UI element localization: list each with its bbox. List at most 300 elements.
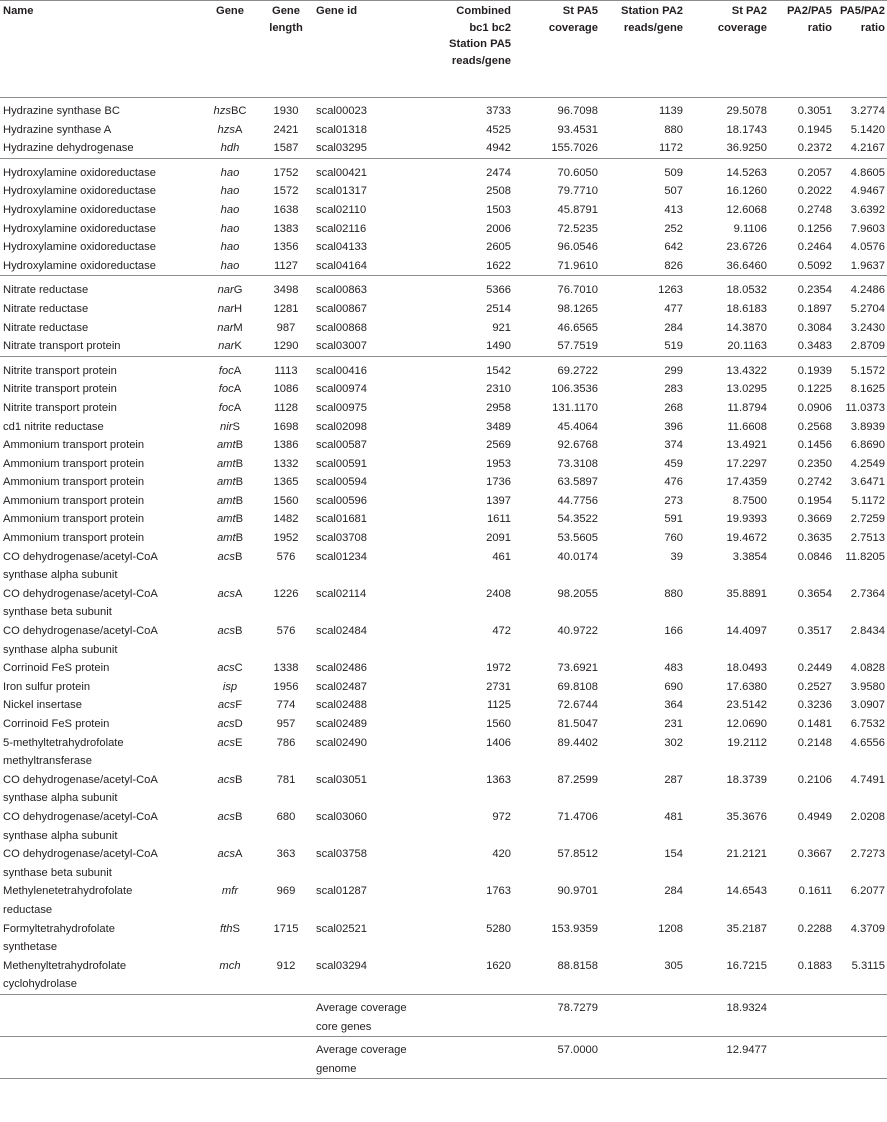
gene-id-cell <box>312 257 430 276</box>
gene-length: 1338 <box>273 662 299 675</box>
gene-symbol-italic: foc <box>218 401 234 414</box>
gene-length: 576 <box>276 550 296 563</box>
pa5-pa2-ratio: 1.9637 <box>850 259 885 272</box>
table-row <box>0 510 887 529</box>
gene-length: 2421 <box>273 123 299 136</box>
gene-symbol-italic: acs <box>217 718 235 730</box>
gene-symbol-italic: fth <box>220 922 233 935</box>
pa5-coverage-cell <box>517 220 602 239</box>
gene-symbol-cell <box>200 920 260 957</box>
pa5-reads: 2514 <box>486 302 511 315</box>
gene-symbol-cell <box>200 121 260 140</box>
pa5-reads: 4942 <box>486 142 511 155</box>
pa5-coverage: 46.6565 <box>557 321 598 334</box>
gene-symbol-suffix: B <box>234 810 243 823</box>
table-row <box>0 529 887 548</box>
pa2-pa5-ratio: 0.1883 <box>797 959 832 972</box>
pa5-reads: 5280 <box>486 922 511 935</box>
pa5-coverage-cell <box>517 622 602 659</box>
pa5-pa2-ratio: 4.9467 <box>850 185 885 198</box>
pa2-pa5-ratio: 0.2022 <box>797 185 832 198</box>
pa2-pa5-ratio: 0.2464 <box>797 241 832 254</box>
table-row <box>0 418 887 437</box>
pa5-pa2-ratio-cell <box>835 957 887 995</box>
gene-name-cell <box>0 622 200 659</box>
pa5-coverage-cell <box>517 473 602 492</box>
pa2-reads-cell <box>602 257 689 276</box>
pa5-coverage-cell <box>517 696 602 715</box>
pa2-pa5-ratio: 0.3667 <box>797 848 832 861</box>
pa2-reads-cell <box>602 399 689 418</box>
pa2-coverage: 29.5078 <box>726 105 767 117</box>
pa5-pa2-ratio: 2.0208 <box>850 810 885 823</box>
table-row <box>0 399 887 418</box>
pa5-pa2-ratio-cell <box>835 337 887 356</box>
pa2-coverage-cell <box>689 659 771 678</box>
gene-name-cell <box>0 158 200 182</box>
pa5-pa2-ratio-cell <box>835 510 887 529</box>
gene-length: 1127 <box>273 259 299 272</box>
gene-name: Ammonium transport protein <box>3 476 145 489</box>
gene-name-cell <box>0 319 200 338</box>
pa5-reads: 2091 <box>486 532 511 545</box>
gene-name: Nitrite transport protein <box>3 383 117 396</box>
pa5-coverage-cell <box>517 399 602 418</box>
pa2-pa5-ratio-cell <box>771 882 835 919</box>
pa5-reads: 420 <box>492 848 511 861</box>
pa5-reads-cell <box>430 319 517 338</box>
pa5-pa2-ratio-cell <box>835 715 887 734</box>
gene-symbol-italic: mch <box>219 959 241 972</box>
pa2-coverage-cell <box>689 139 771 158</box>
pa2-coverage: 13.4322 <box>726 364 767 377</box>
gene-id-cell <box>312 585 430 622</box>
pa2-coverage: 17.4359 <box>726 476 767 489</box>
pa2-pa5-ratio: 0.2148 <box>797 736 832 749</box>
pa5-reads-cell <box>430 257 517 276</box>
gene-id: scal01287 <box>316 885 368 898</box>
pa5-coverage: 69.2722 <box>557 364 598 377</box>
pa5-coverage: 63.5897 <box>557 476 598 489</box>
pa5-reads-cell <box>430 220 517 239</box>
gene-id: scal00974 <box>316 383 368 396</box>
gene-symbol-cell <box>200 845 260 882</box>
gene-length-cell <box>260 492 312 511</box>
pa5-reads-cell <box>430 585 517 622</box>
pa5-coverage-cell <box>517 957 602 995</box>
pa2-reads: 1139 <box>658 105 683 117</box>
gene-name-cell <box>0 510 200 529</box>
pa2-pa5-ratio-cell <box>771 473 835 492</box>
pa5-pa2-ratio: 4.6556 <box>850 736 885 749</box>
pa2-coverage: 8.7500 <box>732 494 767 507</box>
pa5-coverage-cell <box>517 418 602 437</box>
pa5-coverage-cell <box>517 121 602 140</box>
summary-label-cell <box>312 994 430 1036</box>
gene-symbol-suffix: G <box>233 284 243 297</box>
table-row <box>0 659 887 678</box>
pa5-coverage: 70.6050 <box>557 166 598 179</box>
pa5-reads-cell <box>430 529 517 548</box>
pa5-reads: 1125 <box>486 699 511 712</box>
pa2-reads-cell <box>602 529 689 548</box>
pa5-pa2-ratio-cell <box>835 276 887 300</box>
gene-symbol-italic: amt <box>216 532 236 545</box>
pa5-coverage: 71.4706 <box>557 810 598 823</box>
gene-symbol-cell <box>200 510 260 529</box>
pa5-reads: 461 <box>492 550 511 563</box>
pa2-pa5-ratio: 0.1897 <box>797 302 832 315</box>
pa2-pa5-ratio: 0.2568 <box>797 420 832 433</box>
gene-length-cell <box>260 957 312 995</box>
gene-name-continued: synthase alpha subunit <box>3 643 118 656</box>
gene-symbol-suffix: A <box>234 587 243 600</box>
pa5-pa2-ratio-cell <box>835 418 887 437</box>
pa5-pa2-ratio-cell <box>835 98 887 121</box>
gene-id: scal04164 <box>316 259 368 272</box>
gene-symbol-italic: amt <box>216 494 236 507</box>
pa5-coverage-cell <box>517 715 602 734</box>
pa5-coverage: 45.4064 <box>557 420 598 433</box>
gene-id-cell <box>312 399 430 418</box>
gene-symbol-suffix: A <box>233 401 242 414</box>
pa5-reads: 4525 <box>486 123 511 136</box>
gene-id-cell <box>312 337 430 356</box>
gene-length-cell <box>260 158 312 182</box>
gene-symbol-cell <box>200 585 260 622</box>
gene-name-cell <box>0 548 200 585</box>
pa2-coverage: 35.3676 <box>726 810 767 823</box>
gene-id-cell <box>312 473 430 492</box>
pa2-coverage: 11.8794 <box>727 401 767 414</box>
gene-name-cell <box>0 220 200 239</box>
gene-symbol-italic: foc <box>218 383 234 396</box>
pa5-pa2-ratio-cell <box>835 529 887 548</box>
pa2-pa5-ratio: 0.2057 <box>797 166 832 179</box>
pa2-reads: 284 <box>664 321 683 334</box>
gene-length-cell <box>260 845 312 882</box>
summary-label: Average coverage <box>316 1044 407 1057</box>
pa5-pa2-ratio: 4.0828 <box>850 662 885 675</box>
gene-id-cell <box>312 238 430 257</box>
gene-name: Hydrazine dehydrogenase <box>3 142 134 155</box>
gene-symbol-italic: amt <box>216 439 236 452</box>
gene-id: scal01317 <box>316 185 368 198</box>
gene-id: scal02489 <box>316 718 368 730</box>
table-row <box>0 98 887 121</box>
pa5-reads: 472 <box>492 625 511 638</box>
gene-length-cell <box>260 585 312 622</box>
pa2-coverage-cell <box>689 238 771 257</box>
pa5-pa2-ratio-cell <box>835 659 887 678</box>
pa2-coverage: 18.3739 <box>726 773 767 786</box>
pa2-pa5-ratio: 0.1945 <box>797 123 832 136</box>
gene-name: Ammonium transport protein <box>3 457 145 470</box>
pa5-coverage: 72.5235 <box>557 222 598 235</box>
gene-id-cell <box>312 510 430 529</box>
gene-symbol-cell <box>200 418 260 437</box>
pa5-pa2-ratio: 2.7513 <box>850 532 885 545</box>
pa2-coverage-cell <box>689 715 771 734</box>
summary-pa2-coverage-cell <box>689 994 771 1036</box>
pa5-coverage: 98.2055 <box>557 587 598 600</box>
pa5-coverage: 96.7098 <box>557 105 598 117</box>
pa2-coverage: 36.9250 <box>726 142 767 155</box>
pa2-coverage: 21.2121 <box>726 848 767 861</box>
pa2-pa5-ratio: 0.2527 <box>797 680 832 693</box>
pa5-reads: 1611 <box>486 513 511 526</box>
summary-pa2-coverage: 18.9324 <box>726 1001 767 1014</box>
pa2-pa5-ratio: 0.4949 <box>797 810 832 823</box>
pa5-coverage: 155.7026 <box>551 142 598 155</box>
pa5-reads: 2958 <box>486 401 511 414</box>
gene-length: 1365 <box>273 476 299 489</box>
gene-length-cell <box>260 455 312 474</box>
pa5-pa2-ratio: 3.0907 <box>850 699 885 712</box>
pa5-coverage: 71.9610 <box>557 259 598 272</box>
pa2-coverage: 17.6380 <box>726 680 767 693</box>
pa2-reads: 364 <box>664 699 683 712</box>
gene-name-cell <box>0 678 200 697</box>
table-row <box>0 238 887 257</box>
pa5-pa2-ratio: 6.2077 <box>850 885 885 898</box>
gene-id: scal00868 <box>316 321 368 334</box>
pa2-pa5-ratio-cell <box>771 455 835 474</box>
pa2-reads: 519 <box>664 340 683 353</box>
gene-id: scal00594 <box>316 476 368 489</box>
gene-id-cell <box>312 121 430 140</box>
pa5-coverage: 76.7010 <box>557 284 598 297</box>
gene-name-cell <box>0 957 200 995</box>
summary-pa5-coverage: 57.0000 <box>557 1044 598 1057</box>
pa2-reads: 268 <box>664 401 683 414</box>
gene-symbol-suffix: S <box>232 420 240 433</box>
table-row <box>0 356 887 380</box>
pa2-pa5-ratio-cell <box>771 548 835 585</box>
table-row <box>0 257 887 276</box>
gene-symbol-suffix: M <box>233 321 243 334</box>
pa2-pa5-ratio-cell <box>771 399 835 418</box>
empty-cell <box>200 994 260 1036</box>
gene-length: 1356 <box>273 241 299 254</box>
pa5-reads-cell <box>430 696 517 715</box>
empty-cell <box>602 994 689 1036</box>
gene-id-cell <box>312 182 430 201</box>
gene-symbol-cell <box>200 696 260 715</box>
col-header-pa5-reads: Combined bc1 bc2 Station PA5 reads/gene <box>430 1 517 98</box>
pa5-pa2-ratio-cell <box>835 622 887 659</box>
gene-symbol-suffix: H <box>234 302 243 315</box>
gene-symbol-italic: acs <box>217 848 235 861</box>
gene-length-cell <box>260 121 312 140</box>
gene-symbol-cell <box>200 808 260 845</box>
pa2-reads: 880 <box>664 123 683 136</box>
pa5-pa2-ratio-cell <box>835 845 887 882</box>
pa2-coverage-cell <box>689 121 771 140</box>
pa5-pa2-ratio: 7.9603 <box>850 222 885 235</box>
gene-symbol-italic: acs <box>217 699 236 712</box>
gene-symbol-italic: hdh <box>220 142 240 155</box>
pa2-reads: 459 <box>664 457 683 470</box>
gene-id-cell <box>312 882 430 919</box>
pa5-pa2-ratio: 4.2167 <box>850 142 885 155</box>
pa5-reads-cell <box>430 771 517 808</box>
gene-name: CO dehydrogenase/acetyl-CoA <box>3 810 158 823</box>
pa5-pa2-ratio: 6.7532 <box>850 718 885 730</box>
gene-length: 1226 <box>273 587 299 600</box>
empty-cell <box>771 1037 835 1079</box>
gene-name: CO dehydrogenase/acetyl-CoA <box>3 625 158 638</box>
gene-name-cell <box>0 356 200 380</box>
pa5-pa2-ratio: 3.6392 <box>850 203 885 216</box>
pa2-reads-cell <box>602 510 689 529</box>
pa5-reads: 972 <box>492 810 511 823</box>
gene-id: scal01681 <box>316 513 368 526</box>
table-row <box>0 920 887 957</box>
gene-symbol-italic: amt <box>216 457 236 470</box>
gene-name: Corrinoid FeS protein <box>3 718 110 730</box>
table-row <box>0 715 887 734</box>
gene-symbol-suffix: B <box>235 494 244 507</box>
gene-length-cell <box>260 659 312 678</box>
gene-name: Nickel insertase <box>3 699 82 712</box>
gene-id-cell <box>312 696 430 715</box>
pa5-pa2-ratio-cell <box>835 319 887 338</box>
pa2-pa5-ratio: 0.2288 <box>797 922 832 935</box>
gene-name: Ammonium transport protein <box>3 494 145 507</box>
pa5-reads: 2408 <box>486 587 511 600</box>
gene-length: 1482 <box>273 513 299 526</box>
pa5-pa2-ratio-cell <box>835 220 887 239</box>
pa2-pa5-ratio-cell <box>771 529 835 548</box>
pa2-reads-cell <box>602 678 689 697</box>
pa5-reads: 2731 <box>486 680 511 693</box>
pa2-reads-cell <box>602 356 689 380</box>
gene-id: scal00587 <box>316 439 368 452</box>
gene-name-cell <box>0 696 200 715</box>
gene-name: Formyltetrahydrofolate <box>3 922 115 935</box>
gene-symbol-italic: amt <box>216 476 236 489</box>
pa2-coverage-cell <box>689 399 771 418</box>
pa5-reads-cell <box>430 300 517 319</box>
pa2-reads: 154 <box>664 848 683 861</box>
gene-length-cell <box>260 98 312 121</box>
gene-name: CO dehydrogenase/acetyl-CoA <box>3 587 158 600</box>
gene-id: scal03758 <box>316 848 368 861</box>
pa5-reads-cell <box>430 399 517 418</box>
pa2-reads: 39 <box>670 550 683 563</box>
pa5-pa2-ratio: 2.7273 <box>850 848 885 861</box>
gene-id: scal00421 <box>316 166 368 179</box>
pa5-pa2-ratio-cell <box>835 734 887 771</box>
gene-length: 1290 <box>273 340 299 353</box>
gene-name: CO dehydrogenase/acetyl-CoA <box>3 550 158 563</box>
gene-name: Ammonium transport protein <box>3 513 145 526</box>
pa2-pa5-ratio: 0.5092 <box>797 259 832 272</box>
pa2-pa5-ratio-cell <box>771 808 835 845</box>
pa5-reads-cell <box>430 659 517 678</box>
table-row <box>0 319 887 338</box>
pa2-pa5-ratio-cell <box>771 436 835 455</box>
pa2-pa5-ratio: 0.2742 <box>797 476 832 489</box>
gene-length: 1956 <box>273 680 299 693</box>
pa5-coverage-cell <box>517 678 602 697</box>
gene-name-continued: synthase alpha subunit <box>3 792 118 805</box>
pa5-coverage: 98.1265 <box>557 302 598 315</box>
pa2-reads: 273 <box>664 494 683 507</box>
pa2-reads-cell <box>602 98 689 121</box>
gene-symbol-cell <box>200 98 260 121</box>
pa5-coverage-cell <box>517 300 602 319</box>
gene-id-cell <box>312 771 430 808</box>
pa2-pa5-ratio-cell <box>771 257 835 276</box>
summary-pa5-coverage-cell <box>517 994 602 1036</box>
pa2-pa5-ratio-cell <box>771 182 835 201</box>
pa2-coverage: 11.6608 <box>727 420 767 433</box>
gene-id-cell <box>312 300 430 319</box>
pa2-reads: 826 <box>664 259 683 272</box>
pa2-coverage: 13.4921 <box>726 439 767 452</box>
gene-id: scal02488 <box>316 699 368 712</box>
gene-length: 576 <box>276 625 296 638</box>
pa5-reads-cell <box>430 678 517 697</box>
gene-name: Ammonium transport protein <box>3 439 145 452</box>
pa2-reads-cell <box>602 585 689 622</box>
pa5-pa2-ratio-cell <box>835 201 887 220</box>
gene-symbol-suffix: A <box>234 848 243 861</box>
pa2-reads-cell <box>602 276 689 300</box>
pa5-reads: 1763 <box>486 885 511 898</box>
pa5-pa2-ratio: 5.1572 <box>850 364 885 377</box>
pa5-reads: 1363 <box>486 773 511 786</box>
pa2-reads-cell <box>602 882 689 919</box>
pa2-reads-cell <box>602 337 689 356</box>
pa5-coverage-cell <box>517 436 602 455</box>
pa2-reads: 483 <box>664 662 683 675</box>
gene-symbol-cell <box>200 734 260 771</box>
pa2-coverage: 18.0493 <box>726 662 767 675</box>
summary-pa2-coverage: 12.9477 <box>726 1044 767 1057</box>
gene-symbol-italic: nar <box>218 340 235 353</box>
pa2-reads: 374 <box>664 439 683 452</box>
empty-cell <box>430 1037 517 1079</box>
gene-symbol-italic: acs <box>217 625 235 638</box>
pa2-coverage-cell <box>689 356 771 380</box>
gene-symbol-italic: hzs <box>217 123 235 136</box>
gene-length: 1752 <box>273 166 299 179</box>
gene-id-cell <box>312 356 430 380</box>
gene-symbol-suffix: C <box>234 662 243 675</box>
gene-name: Corrinoid FeS protein <box>3 662 110 675</box>
pa5-pa2-ratio: 11.0373 <box>845 401 885 414</box>
pa5-pa2-ratio: 4.2486 <box>850 284 885 297</box>
gene-symbol-italic: acs <box>217 736 235 749</box>
pa5-reads-cell <box>430 238 517 257</box>
gene-length: 1281 <box>273 302 299 315</box>
pa2-reads-cell <box>602 715 689 734</box>
gene-symbol-suffix: B <box>235 513 244 526</box>
pa2-coverage: 18.0532 <box>726 284 767 297</box>
pa5-reads-cell <box>430 158 517 182</box>
gene-symbol-italic: hao <box>220 222 240 235</box>
pa5-pa2-ratio-cell <box>835 882 887 919</box>
pa2-pa5-ratio: 0.1256 <box>797 222 832 235</box>
gene-id-cell <box>312 158 430 182</box>
pa5-pa2-ratio-cell <box>835 121 887 140</box>
pa5-coverage-cell <box>517 319 602 338</box>
gene-id-cell <box>312 319 430 338</box>
pa2-reads: 1208 <box>658 922 683 935</box>
